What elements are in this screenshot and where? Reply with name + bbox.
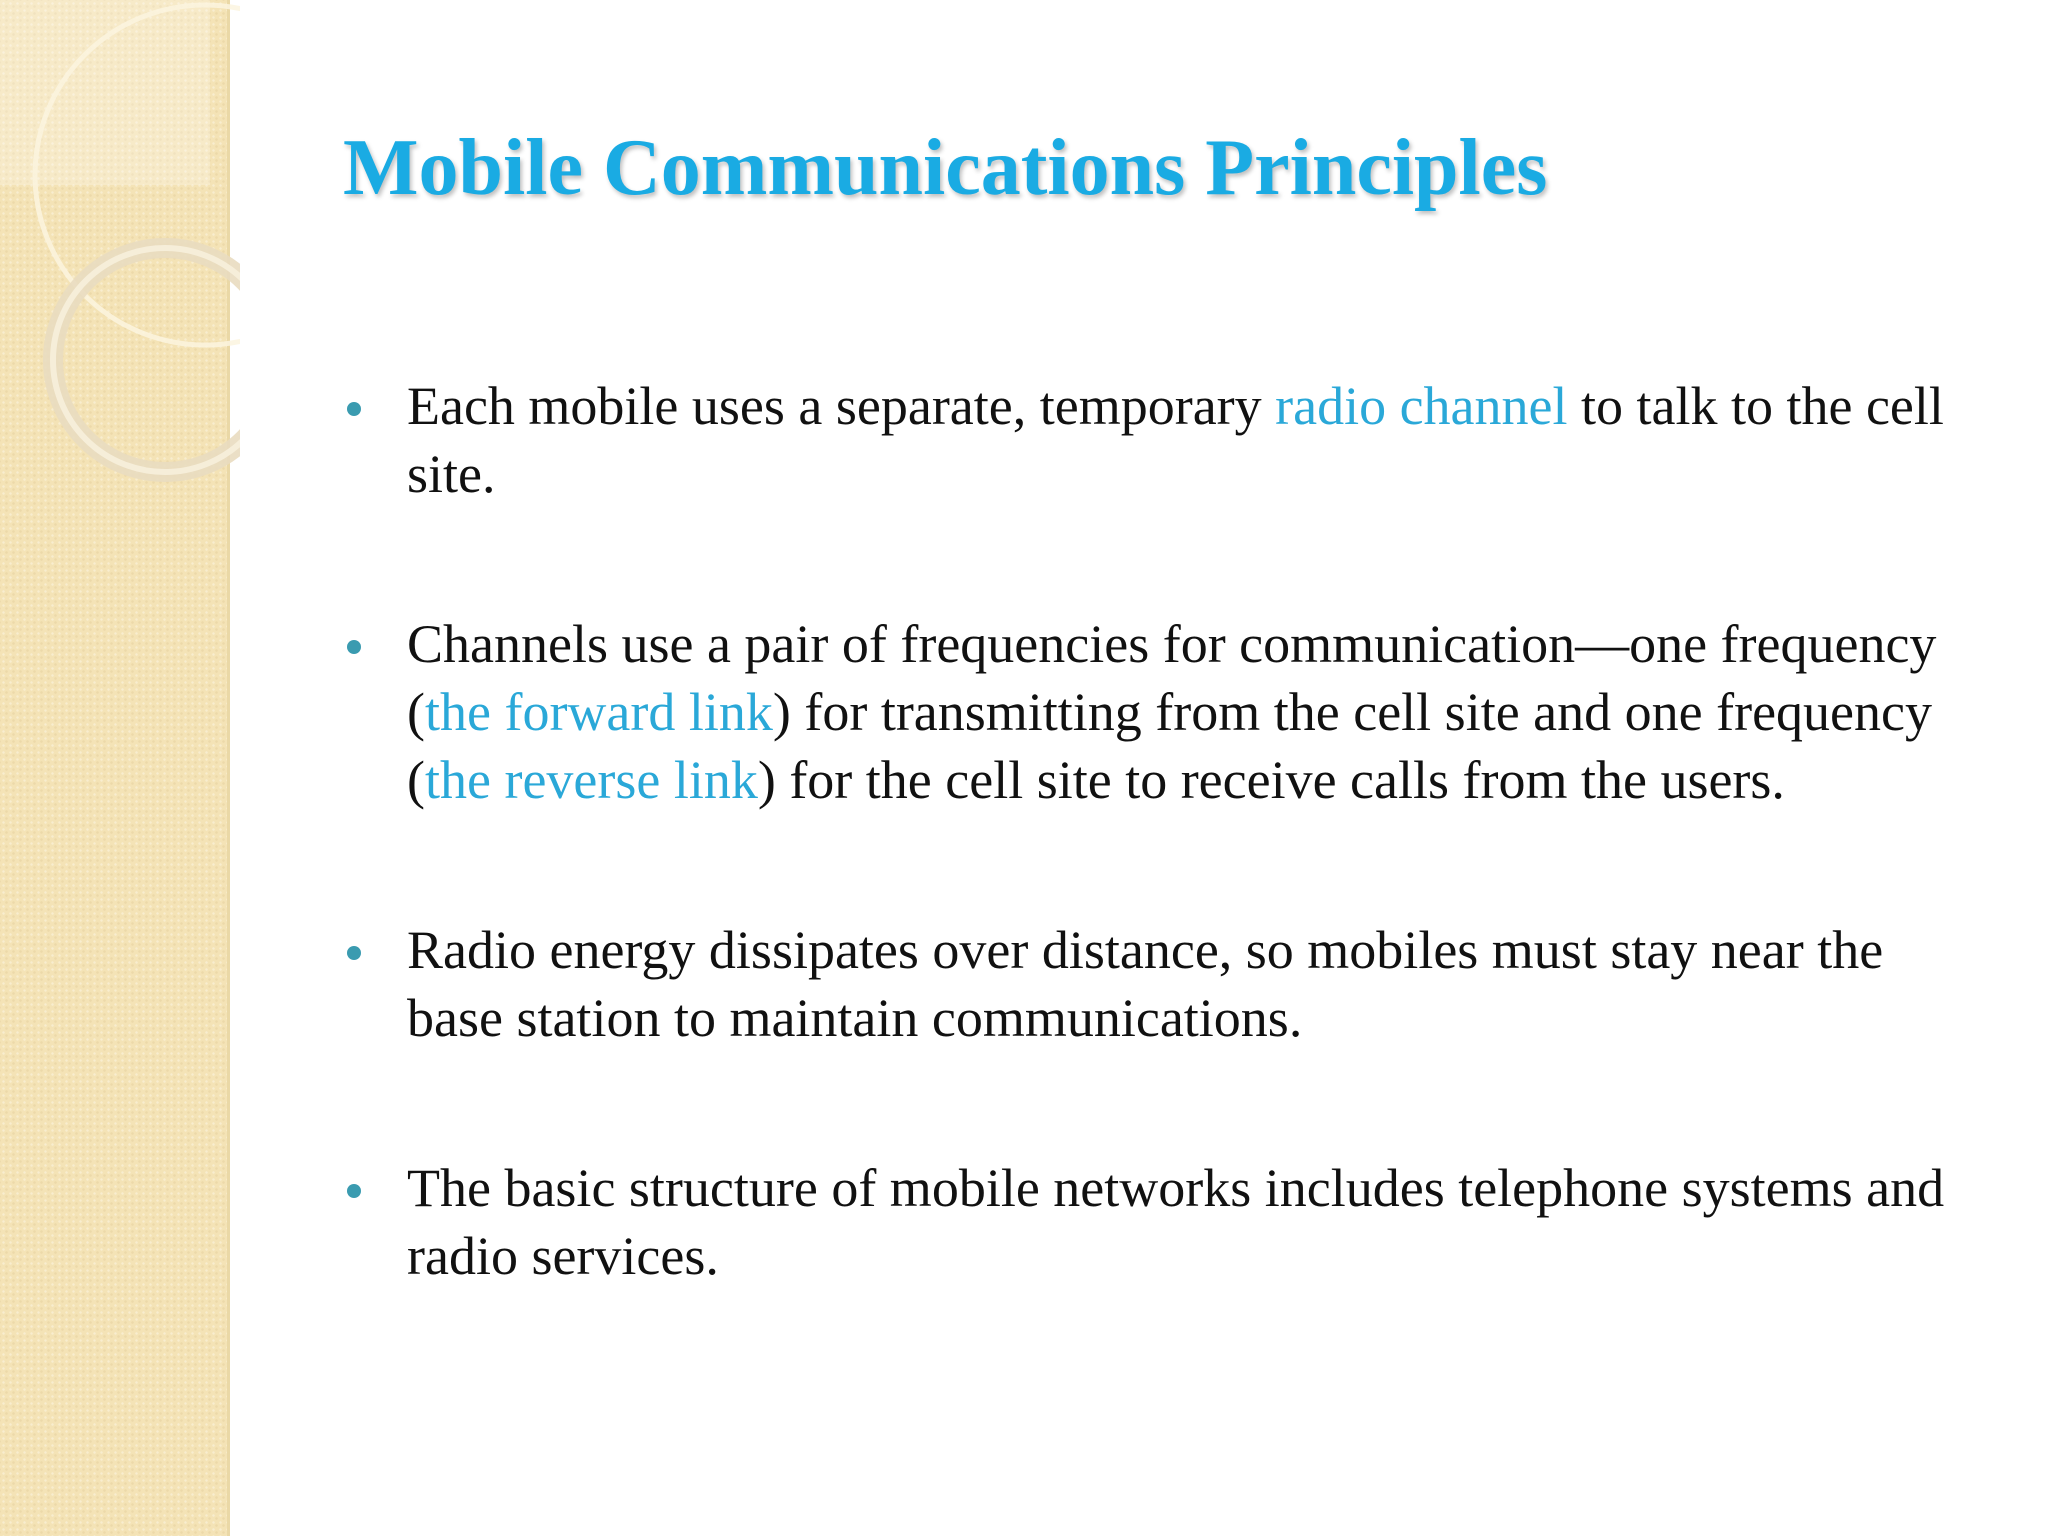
bullet-dot-icon [347, 402, 361, 416]
bullet-list [343, 372, 1963, 1392]
bullet-text: Radio energy dissipates over distance, so mobiles must stay near the base station to maintain communications. [407, 920, 1884, 1048]
bullet-dot-icon [347, 1184, 361, 1198]
slide-title: Mobile Communications Principles [343, 124, 1548, 212]
bullet-item [343, 610, 1963, 814]
bullet-text: Each mobile uses a separate, temporary [407, 376, 1276, 436]
highlight-term: the forward link [424, 682, 773, 742]
bullet-dot-icon [347, 946, 361, 960]
bullet-dot-icon [347, 640, 361, 654]
bullet-text: The basic structure of mobile networks includes telephone systems and radio services. [407, 1158, 1945, 1286]
decorative-rings [0, 0, 240, 500]
highlight-term: radio channel [1275, 376, 1568, 436]
bullet-item [343, 372, 1963, 508]
highlight-term: the reverse link [424, 750, 758, 810]
bullet-text: Channels use a pair of frequencies for communication—one frequency ( [407, 614, 1937, 742]
bullet-text: to talk to the cell site. [407, 376, 1944, 504]
decorative-side-panel [0, 0, 230, 1536]
bullet-item [343, 916, 1963, 1052]
bullet-item [343, 1154, 1963, 1290]
bullet-text: ) for the cell site to receive calls from the users. [757, 750, 1785, 810]
bullet-text: ) for transmitting from the cell site and one frequency ( [407, 682, 1932, 810]
